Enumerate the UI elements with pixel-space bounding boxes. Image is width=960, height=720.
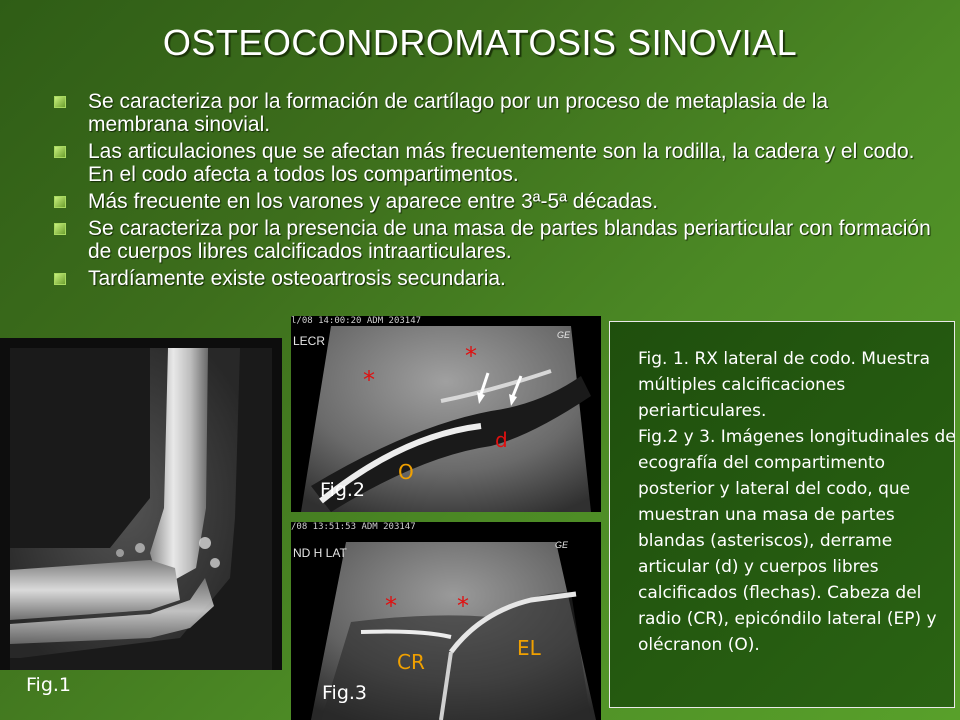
asterisk-marker: * — [465, 342, 477, 370]
figure-caption: Fig. 1. RX lateral de codo. Muestra múltiples calcificaciones periarticulares. Fig.2 y 3. Imágenes longitudinales de ecografía del compartimento posterior y lateral del codo, que muestran una masa de partes blandas (asteriscos), derrame articular (d) y cuerpos libres calcificados (flechas). Cabeza del radio (CR), epicóndilo lateral (EP) y olécranon (O). — [638, 349, 956, 655]
fig2-label: Fig.2 — [320, 479, 366, 501]
slide-title: OSTEOCONDROMATOSIS SINOVIAL — [162, 22, 798, 63]
elbow-xray-drawing — [0, 338, 282, 670]
square-bullet-icon — [54, 196, 66, 208]
bullet-text: Se caracteriza por la presencia de una masa de partes blandas periarticular con formación de cuerpos libres calcificados intraarticulares. — [88, 217, 931, 263]
ge-logo: GE — [557, 330, 571, 340]
caption-box — [609, 321, 955, 708]
fig1-label: Fig.1 — [26, 674, 72, 696]
radial-head-cr-marker: CR — [397, 650, 425, 674]
square-bullet-icon — [54, 146, 66, 158]
bullet-item — [52, 190, 932, 213]
bullet-item — [52, 140, 932, 186]
bullet-text: Más frecuente en los varones y aparece entre 3ª-5ª décadas. — [88, 190, 659, 213]
ultrasound-probe-tag: LECR — [293, 334, 326, 348]
asterisk-marker: * — [385, 592, 397, 620]
ultrasound-header: l/08 14:00:20 ADM 203147 — [291, 316, 422, 326]
square-bullet-icon — [54, 223, 66, 235]
asterisk-marker: * — [457, 592, 469, 620]
asterisk-marker: * — [363, 366, 375, 394]
bullet-text: Las articulaciones que se afectan más frecuentemente son la rodilla, la cadera y el codo. En el codo afecta a todos los compartimentos. — [88, 140, 915, 186]
epicondyle-el-marker: EL — [517, 636, 541, 660]
fig3-label: Fig.3 — [322, 682, 368, 704]
square-bullet-icon — [54, 273, 66, 285]
bullet-item — [52, 217, 932, 263]
ge-logo: GE — [555, 540, 569, 550]
ultrasound-header: /08 13:51:53 ADM 203147 — [291, 522, 416, 532]
olecranon-o-marker: O — [398, 460, 414, 484]
effusion-d-marker: d — [495, 428, 508, 452]
bullet-item — [52, 267, 932, 290]
bullet-list — [52, 90, 932, 294]
bullet-text: Tardíamente existe osteoartrosis secundaria. — [88, 267, 506, 290]
bullet-text: Se caracteriza por la formación de cartílago por un proceso de metaplasia de la membrana sinovial. — [88, 90, 829, 136]
ultrasound-probe-tag: ND H LAT — [293, 546, 347, 560]
xray-image-fig1 — [0, 338, 282, 670]
bullet-item — [52, 90, 932, 136]
square-bullet-icon — [54, 96, 66, 108]
